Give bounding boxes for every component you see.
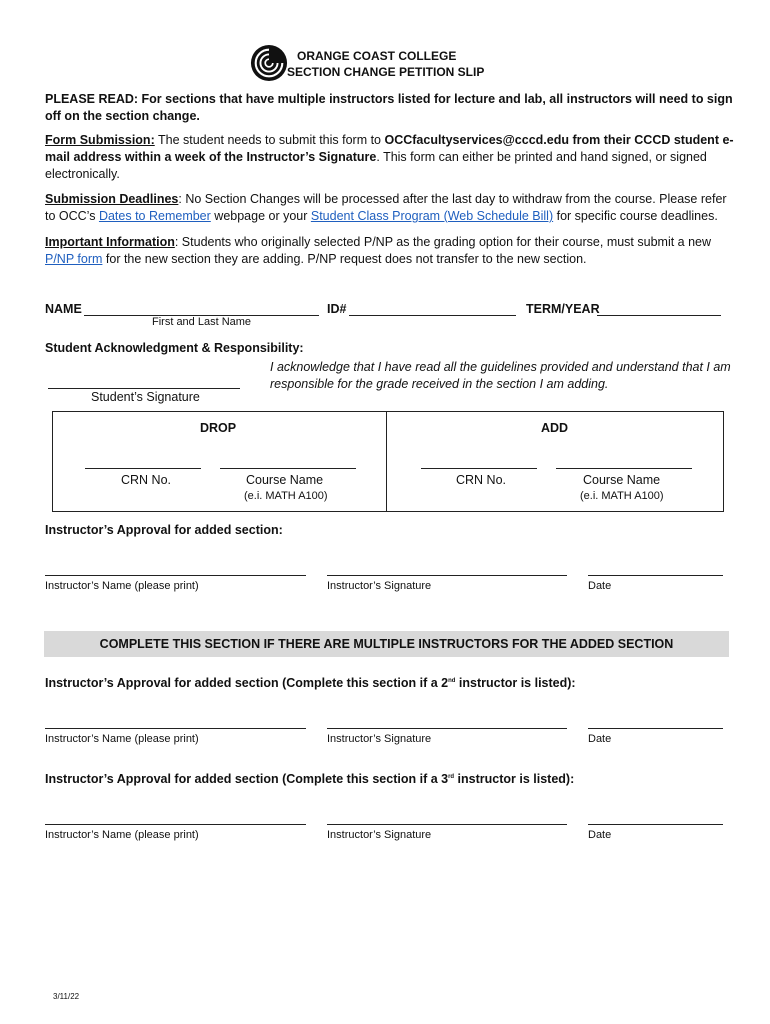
term-year-field[interactable] [597,315,721,316]
second-instructor-date-field[interactable] [588,728,723,729]
second-heading-sup: nd [448,677,456,684]
submission-deadlines-label: Submission Deadlines [45,192,179,206]
second-instructor-name-field[interactable] [45,728,306,729]
deadlines-text-end: for specific course deadlines. [553,209,718,223]
third-heading-text-end: instructor is listed): [454,772,575,786]
drop-course-field[interactable] [220,468,356,469]
add-course-field[interactable] [556,468,692,469]
instructor-signature-field[interactable] [327,575,567,576]
third-heading-sup: rd [448,773,455,780]
table-divider [386,411,387,511]
second-instructor-signature-caption: Instructor’s Signature [327,733,432,745]
college-logo-icon [250,44,288,82]
college-name: ORANGE COAST COLLEGE [297,49,457,63]
second-instructor-signature-field[interactable] [327,728,567,729]
form-title: SECTION CHANGE PETITION SLIP [287,65,485,79]
name-caption: First and Last Name [152,316,252,328]
third-instructor-name-caption: Instructor’s Name (please print) [45,829,199,841]
instructor-date-caption: Date [588,580,612,592]
add-course-example: (e.i. MATH A100) [580,490,664,502]
name-label: NAME [45,302,82,316]
drop-crn-caption: CRN No. [121,473,172,487]
term-year-label: TERM/YEAR [526,302,600,316]
deadlines-text-mid: webpage or your [210,209,311,223]
deadlines-text: : No Section Changes will be processed after the last day to withdraw from the course. Please refer to OCC’s [45,192,727,223]
dates-to-remember-link[interactable]: Dates to Remember [98,209,211,223]
important-information-label: Important Information [45,235,175,249]
multiple-instructors-banner: COMPLETE THIS SECTION IF THERE ARE MULTIPLE INSTRUCTORS FOR THE ADDED SECTION [44,631,729,657]
footer-date: 3/11/22 [53,992,80,1001]
form-header [287,48,547,80]
instructor-date-field[interactable] [588,575,723,576]
third-instructor-date-field[interactable] [588,824,723,825]
pnp-form-link[interactable]: P/NP form [45,252,103,266]
third-instructor-signature-field[interactable] [327,824,567,825]
add-crn-caption: CRN No. [456,473,507,487]
second-instructor-heading [45,676,576,690]
form-submission-text-end: . This form can either be printed and hand signed, or signed electronically. [45,150,707,181]
submission-email: OCCfacultyservices@cccd.edu from their CCCD student e-mail address within a week of the Instructor’s Signature [45,133,734,164]
third-instructor-signature-caption: Instructor’s Signature [327,829,432,841]
add-label: ADD [541,421,569,435]
student-signature-field[interactable] [48,388,240,389]
second-instructor-name-caption: Instructor’s Name (please print) [45,733,199,745]
submission-deadlines-paragraph [45,191,735,225]
second-instructor-date-caption: Date [588,733,612,745]
third-instructor-date-caption: Date [588,829,612,841]
form-submission-paragraph [45,132,735,183]
second-heading-text-end: instructor is listed): [455,676,576,690]
important-information-paragraph [45,234,735,268]
acknowledgment-statement: I acknowledge that I have read all the guidelines provided and understand that I am responsible for the grade received in the section I am adding. [270,360,731,391]
id-field[interactable] [349,315,516,316]
student-signature-caption: Student’s Signature [91,390,200,404]
id-label: ID# [327,302,347,316]
third-heading-text: Instructor’s Approval for added section (Complete this section if a 3 [45,772,449,786]
instructor-name-field[interactable] [45,575,306,576]
drop-crn-field[interactable] [85,468,201,469]
second-heading-text: Instructor’s Approval for added section (Complete this section if a 2 [45,676,449,690]
add-crn-field[interactable] [421,468,537,469]
instructor-signature-caption: Instructor’s Signature [327,580,432,592]
drop-course-example: (e.i. MATH A100) [244,490,328,502]
acknowledgment-heading: Student Acknowledgment & Responsibility: [45,341,304,355]
instructor-approval-heading: Instructor’s Approval for added section: [45,523,283,537]
instructor-name-caption: Instructor’s Name (please print) [45,580,199,592]
third-instructor-name-field[interactable] [45,824,306,825]
drop-label: DROP [200,421,237,435]
student-class-program-link[interactable]: Student Class Program (Web Schedule Bill) [310,209,554,223]
add-course-caption: Course Name [583,473,661,487]
important-info-text: : Students who originally selected P/NP as the grading option for their course, must submit a new [174,235,712,249]
third-instructor-heading [45,772,574,786]
important-info-text-end: for the new section they are adding. P/NP request does not transfer to the new section. [102,252,587,266]
form-submission-label: Form Submission: [45,133,155,147]
drop-course-caption: Course Name [246,473,324,487]
please-read-notice: PLEASE READ: For sections that have multiple instructors listed for lecture and lab, all instructors will need to sign off on the section change. [45,92,733,123]
form-submission-text: The student needs to submit this form to [154,133,385,147]
